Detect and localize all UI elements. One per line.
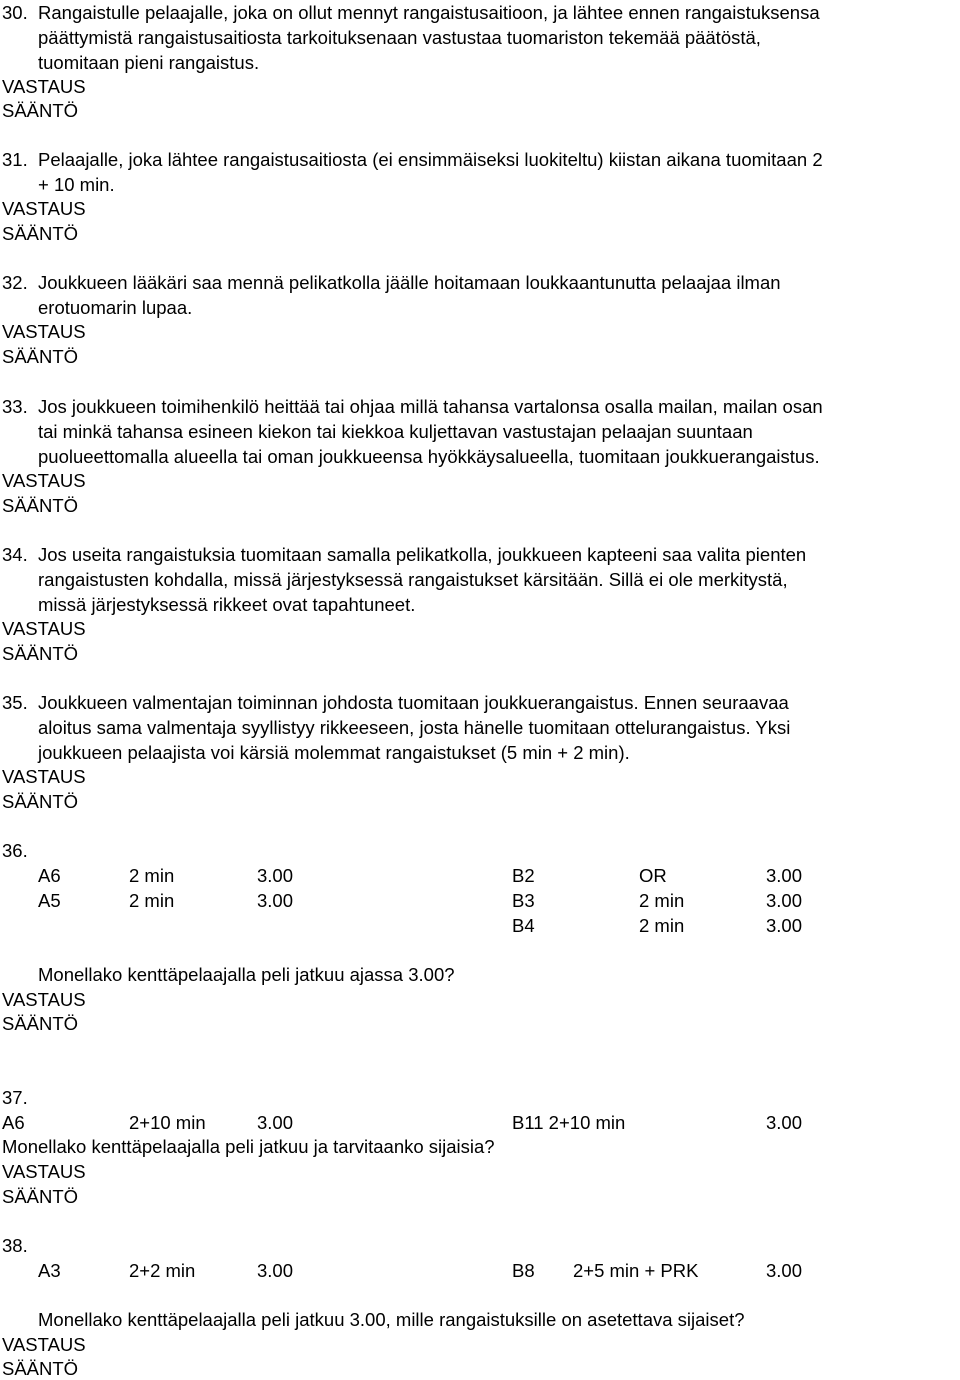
q38-left-player: A3 [38, 1260, 61, 1281]
q36-right-row-1-penalty: OR [639, 865, 667, 886]
q36-left-row-2-time: 3.00 [257, 890, 294, 911]
q35-number: 35. [2, 692, 28, 713]
q36-right-row-2-penalty: 2 min [639, 890, 685, 911]
q37-left-player: A6 [2, 1112, 25, 1133]
q35-line-2: aloitus sama valmentaja syyllistyy rikkeeseen, josta hänelle tuomitaan ottelurangaistus. Yksi [38, 717, 791, 738]
q36-answer-label: VASTAUS [2, 989, 86, 1010]
q31-answer-label: VASTAUS [2, 198, 86, 219]
q30-number: 30. [2, 2, 28, 23]
q34-number: 34. [2, 544, 28, 565]
q32-line-2: erotuomarin lupaa. [38, 297, 193, 318]
q33-rule-label: SÄÄNTÖ [2, 495, 79, 516]
q37-right-time: 3.00 [766, 1112, 803, 1133]
q38-left-time: 3.00 [257, 1260, 294, 1281]
q38-right-penalty: 2+5 min + PRK [573, 1260, 699, 1281]
q30-rule-label: SÄÄNTÖ [2, 100, 79, 121]
q34-line-3: missä järjestyksessä rikkeet ovat tapahtuneet. [38, 594, 416, 615]
q37-answer-label: VASTAUS [2, 1161, 86, 1182]
q30-line-1: Rangaistulle pelaajalle, joka on ollut mennyt rangaistusaitioon, ja lähtee ennen rangaistuksensa [38, 2, 820, 23]
q36-left-row-2-player: A5 [38, 890, 61, 911]
q34-answer-label: VASTAUS [2, 618, 86, 639]
q35-rule-label: SÄÄNTÖ [2, 791, 79, 812]
q36-rule-label: SÄÄNTÖ [2, 1013, 79, 1034]
q38-answer-label: VASTAUS [2, 1334, 86, 1355]
q32-answer-label: VASTAUS [2, 321, 86, 342]
q34-rule-label: SÄÄNTÖ [2, 643, 79, 664]
q36-right-row-1-time: 3.00 [766, 865, 803, 886]
q33-answer-label: VASTAUS [2, 470, 86, 491]
q31-line-1: Pelaajalle, joka lähtee rangaistusaitiosta (ei ensimmäiseksi luokiteltu) kiistan aikana tuomitaan 2 [38, 149, 823, 170]
q36-right-row-2-player: B3 [512, 890, 535, 911]
q36-right-row-3-penalty: 2 min [639, 915, 685, 936]
q36-left-row-1-penalty: 2 min [129, 865, 175, 886]
q38-right-time: 3.00 [766, 1260, 803, 1281]
q38-right-player: B8 [512, 1260, 535, 1281]
q36-right-row-3-player: B4 [512, 915, 535, 936]
q36-right-row-1-player: B2 [512, 865, 535, 886]
q34-line-1: Jos useita rangaistuksia tuomitaan samalla pelikatkolla, joukkueen kapteeni saa valita pienten [38, 544, 807, 565]
q37-question: Monellako kenttäpelaajalla peli jatkuu ja tarvitaanko sijaisia? [2, 1136, 495, 1157]
q35-line-1: Joukkueen valmentajan toiminnan johdosta tuomitaan joukkuerangaistus. Ennen seuraavaa [38, 692, 789, 713]
q38-rule-label: SÄÄNTÖ [2, 1358, 79, 1379]
q36-number: 36. [2, 840, 28, 861]
q31-rule-label: SÄÄNTÖ [2, 223, 79, 244]
q33-line-2: tai minkä tahansa esineen kiekon tai kiekkoa kuljettavan vastustajan pelaajan suuntaan [38, 421, 753, 442]
q37-number: 37. [2, 1087, 28, 1108]
q37-rule-label: SÄÄNTÖ [2, 1186, 79, 1207]
q37-left-time: 3.00 [257, 1112, 294, 1133]
q30-line-3: tuomitaan pieni rangaistus. [38, 52, 260, 73]
q35-line-3: joukkueen pelaajista voi kärsiä molemmat rangaistukset (5 min + 2 min). [38, 742, 630, 763]
q33-line-1: Jos joukkueen toimihenkilö heittää tai ohjaa millä tahansa vartalonsa osalla mailan, mailan osan [38, 396, 823, 417]
q37-right-player-penalty: B11 2+10 min [512, 1112, 626, 1133]
q36-left-row-1-player: A6 [38, 865, 61, 886]
q34-line-2: rangaistusten kohdalla, missä järjestyksessä rangaistukset kärsitään. Sillä ei ole merkitystä, [38, 569, 788, 590]
q32-rule-label: SÄÄNTÖ [2, 346, 79, 367]
q36-left-row-2-penalty: 2 min [129, 890, 175, 911]
q36-question: Monellako kenttäpelaajalla peli jatkuu ajassa 3.00? [38, 964, 455, 985]
q36-right-row-2-time: 3.00 [766, 890, 803, 911]
q30-answer-label: VASTAUS [2, 76, 86, 97]
q33-line-3: puolueettomalla alueella tai oman joukkueensa hyökkäysalueella, tuomitaan joukkuerangaistus. [38, 446, 820, 467]
q36-right-row-3-time: 3.00 [766, 915, 803, 936]
q33-number: 33. [2, 396, 28, 417]
q32-line-1: Joukkueen lääkäri saa mennä pelikatkolla jäälle hoitamaan loukkaantunutta pelaajaa ilman [38, 272, 781, 293]
q38-question: Monellako kenttäpelaajalla peli jatkuu 3.00, mille rangaistuksille on asetettava sijaiset? [38, 1309, 745, 1330]
q35-answer-label: VASTAUS [2, 766, 86, 787]
q31-number: 31. [2, 149, 28, 170]
q30-line-2: päättymistä rangaistusaitiosta tarkoituksenaan vastustaa tuomariston tekemää päätöstä, [38, 27, 761, 48]
q38-number: 38. [2, 1235, 28, 1256]
q31-line-2: + 10 min. [38, 174, 115, 195]
q37-left-penalty: 2+10 min [129, 1112, 206, 1133]
q36-left-row-1-time: 3.00 [257, 865, 294, 886]
q38-left-penalty: 2+2 min [129, 1260, 196, 1281]
q32-number: 32. [2, 272, 28, 293]
